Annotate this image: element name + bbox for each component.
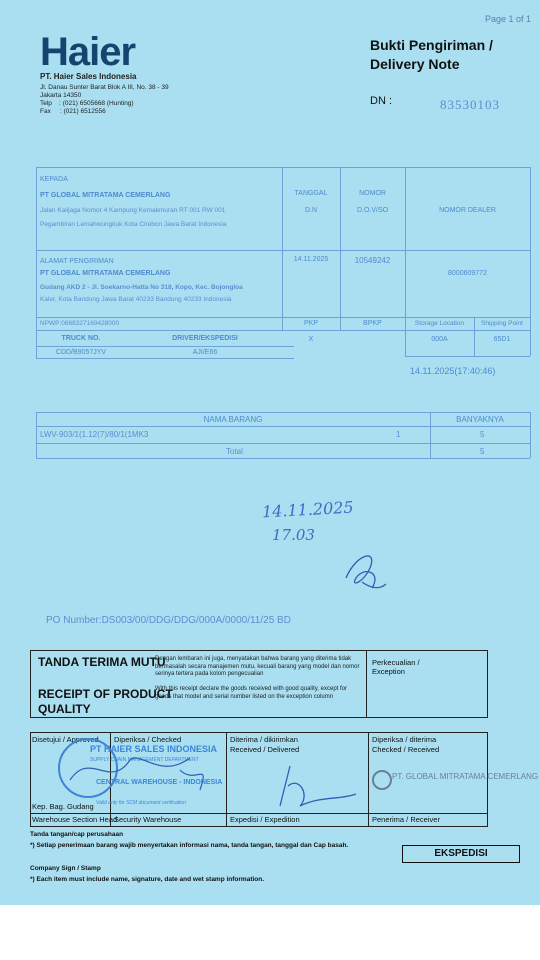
ship-to-address-line-1: Gudang AKD 2 - Jl. Soekarno-Hatta No 318, Kopo, Kec. Bojongloa — [40, 284, 243, 291]
company-fax: Fax : (021) 6512556 — [40, 108, 106, 115]
receiver-seal-icon — [372, 770, 392, 790]
grid-line — [36, 250, 530, 251]
receipt-title-id: TANDA TERIMA MUTU — [38, 655, 166, 669]
dn-label: DN : — [370, 95, 392, 107]
stamp-validity: Valid only for SCM document verification — [96, 800, 186, 806]
driver-label: DRIVER/EKSPEDISI — [172, 335, 238, 342]
exception-label-2: Exception — [372, 667, 405, 676]
signature-divider — [368, 732, 369, 826]
document-title-id: Bukti Pengiriman / — [370, 37, 493, 53]
signature-divider — [226, 732, 227, 826]
receipt-title-en-2: QUALITY — [38, 702, 91, 716]
pkp-label: PKP — [303, 320, 318, 327]
dept-2: Security Warehouse — [114, 815, 182, 824]
driver-value: AJI/E66 — [192, 349, 218, 356]
to-name: PT GLOBAL MITRATAMA CEMERLANG — [40, 192, 171, 199]
checked-label: Diperiksa / Checked — [114, 735, 182, 744]
received-label-2: Received / Delivered — [230, 745, 300, 754]
signature-footer-line — [30, 813, 488, 814]
total-qty: 5 — [480, 447, 485, 456]
warehouse-signature-icon — [60, 740, 223, 800]
to-address-line-1: Jalan Kalijaga Nomor 4 Kampung Kemakmuran RT 001 RW 001 — [40, 207, 226, 214]
haier-logo: Haier — [40, 30, 136, 74]
grid-line — [405, 356, 530, 357]
receipt-divider — [366, 650, 367, 718]
stamp-company: PT HAIER SALES INDONESIA — [90, 744, 218, 754]
grid-line — [36, 412, 530, 413]
grid-line — [405, 167, 406, 356]
dept-4: Penerima / Receiver — [372, 815, 440, 824]
truck-value: CDD/B9057JYV — [55, 349, 107, 356]
date-value: 14.11.2025 — [293, 256, 329, 263]
checked-received-label-2: Checked / Received — [372, 745, 440, 754]
grid-line — [36, 167, 530, 168]
dn-sub-label: D.N — [304, 207, 318, 214]
grid-line — [36, 458, 530, 459]
to-label: KEPADA — [40, 176, 68, 183]
stamp-department: SUPPLY CHAIN MANAGEMENT DEPARTMENT — [90, 757, 199, 763]
item-row-name: LWV-903/1(1.12(7)/80/1(1MK3 — [40, 430, 149, 439]
received-label-1: Diterima / dikirimkan — [230, 735, 298, 744]
ship-to-label: ALAMAT PENGIRIMAN — [40, 258, 114, 265]
pkp-value: X — [308, 336, 314, 343]
truck-label: TRUCK NO. — [61, 335, 101, 342]
company-phone: Telp : (021) 6505668 (Hunting) — [40, 100, 134, 107]
nomor-label: NOMOR — [359, 190, 386, 197]
to-address-line-2: Pegambiran Lemahwungkuk Kota Cirebon Jawa Barat Indonesia — [40, 221, 227, 228]
document-title-en: Delivery Note — [370, 56, 460, 72]
handwritten-time: 17.03 — [272, 526, 315, 544]
sign-label-en: Company Sign / Stamp — [30, 865, 101, 872]
item-row-qty: 5 — [480, 430, 485, 439]
receipt-title-en-1: RECEIPT OF PRODUCT — [38, 687, 173, 701]
item-qty-header: BANYAKNYA — [456, 415, 504, 424]
receipt-text-id: Dengan lembaran ini juga, menyatakan bahwa barang yang diterima tidak bermasalah secara manajemen mutu, kecuali barang yang model dan nomor serinya tertera pada kolom pengecualian — [155, 656, 360, 677]
dept-1-a: Kep. Bag. Gudang — [32, 802, 94, 811]
npwp-number: NPWP:0868327169428000 — [40, 320, 120, 327]
stamp-warehouse: CENTRAL WAREHOUSE - INDONESIA — [96, 779, 223, 786]
bpkp-label: BPKP — [363, 320, 382, 327]
dept-3: Expedisi / Expedition — [230, 815, 300, 824]
dealer-label: NOMOR DEALER — [439, 207, 496, 214]
company-address-line-1: Jl. Danau Sunter Barat Blok A III, No. 38 - 39 — [40, 84, 169, 91]
note-id: *) Setiap penerimaan barang wajib menyertakan informasi nama, tanda tangan, tanggal dan Cap basah. — [30, 842, 349, 849]
sign-label: Tanda tangan/cap perusahaan — [30, 831, 124, 838]
receipt-text-en: With this receipt declare the goods received with good quality, except for goods that model and serial number listed on the exception column — [155, 686, 347, 700]
grid-line — [36, 358, 294, 359]
storage-location-label: Storage Location — [414, 320, 465, 327]
page-indicator: Page 1 of 1 — [485, 14, 532, 24]
ship-to-name: PT GLOBAL MITRATAMA CEMERLANG — [40, 270, 171, 277]
shipping-point-value: 65D1 — [493, 336, 511, 343]
dovso-label: D.O.V/SO — [356, 207, 389, 214]
stamp-receiver: PT. GLOBAL MITRATAMA CEMERLANG — [392, 772, 539, 781]
dealer-value: 8000609772 — [448, 270, 487, 277]
handwritten-signature-icon — [336, 548, 392, 602]
handwritten-date: 14.11.2025 — [261, 497, 355, 522]
grid-line — [36, 330, 530, 331]
ship-to-address-line-2: Kaler, Kota Bandung Jawa Barat 40233 Bandung 40233 Indonesia — [40, 296, 232, 303]
document-title — [370, 36, 493, 74]
exception-label-1: Perkecualian / — [372, 658, 420, 667]
ekspedisi-label: EKSPEDISI — [402, 845, 520, 863]
grid-line — [530, 167, 531, 356]
tanggal-label: TANGGAL — [294, 190, 328, 197]
print-timestamp: 14.11.2025(17:40:46) — [410, 366, 496, 376]
grid-line — [530, 412, 531, 458]
company-name: PT. Haier Sales Indonesia — [40, 72, 137, 81]
item-name-header: NAMA BARANG — [203, 415, 263, 424]
expedition-signature-icon — [270, 756, 360, 812]
company-address-line-2: Jakarta 14350 — [40, 92, 82, 99]
so-value: 10549242 — [354, 256, 391, 265]
total-label: Total — [226, 447, 243, 456]
dn-number: 83530103 — [440, 97, 500, 112]
grid-line — [36, 443, 530, 444]
item-row-col: 1 — [396, 430, 401, 439]
grid-line — [36, 346, 294, 347]
storage-location-value: 000A — [431, 336, 448, 343]
note-en: *) Each item must include name, signature, date and wet stamp information. — [30, 876, 265, 883]
approved-label: Disetujui / Approved — [32, 735, 99, 744]
checked-received-label-1: Diperiksa / diterima — [372, 735, 437, 744]
po-number: PO Number:DS003/00/DDG/DDG/000A/0000/11/25 BD — [46, 615, 291, 626]
grid-line — [36, 426, 530, 427]
dept-1-b: Warehouse Section Head — [32, 815, 118, 824]
shipping-point-label: Shipping Point — [481, 320, 523, 327]
grid-line — [36, 317, 530, 318]
grid-line — [36, 167, 37, 358]
